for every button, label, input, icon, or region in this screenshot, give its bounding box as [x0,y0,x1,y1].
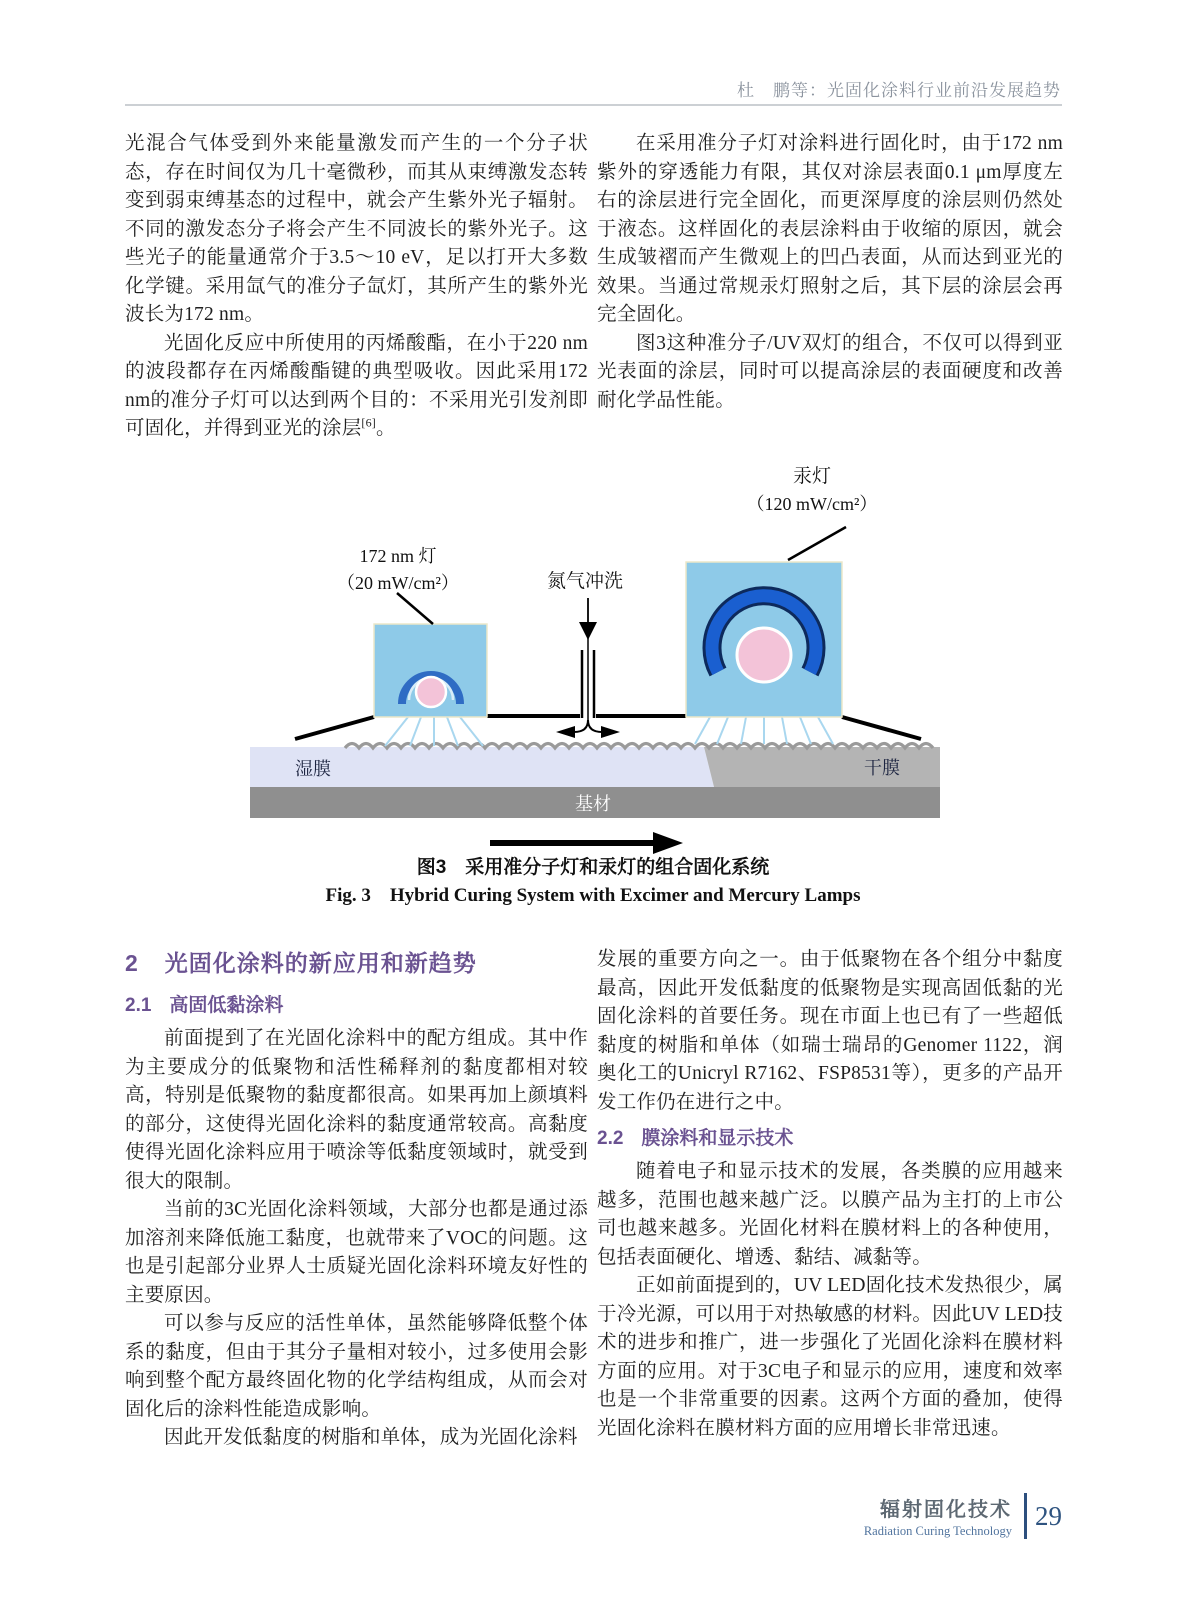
paragraph: 前面提到了在光固化涂料中的配方组成。其中作为主要成分的低聚物和活性稀释剂的黏度都相对较高，特别是低聚物的黏度都很高。如果再加上颜填料的部分，这使得光固化涂料的黏度通常较高。高黏度使得光固化涂料应用于喷涂等低黏度领域时，就受到很大的限制。 [125,1028,588,1192]
page-number: 29 [1035,1500,1062,1531]
journal-name-en: Radiation Curing Technology [863,1524,1012,1538]
citation-ref: [6] [361,415,376,430]
excimer-bulb [416,677,446,707]
excimer-power-label: （20 mW/cm²） [337,573,459,593]
paragraph: 因此开发低黏度的树脂和单体，成为光固化涂料 [164,1427,578,1448]
figure-3-diagram [225,450,965,860]
mercury-uv-rays [695,717,833,744]
paragraph: 图3这种准分子/UV双灯的组合，不仅可以得到亚光表面的涂层，同时可以提高涂层的表面硬度和改善耐化学品性能。 [597,332,1063,411]
subsection-number: 2.2 [597,1128,624,1149]
web-line-left [295,717,374,739]
paragraph: 光混合气体受到外来能量激发而产生的一个分子状态，存在时间仅为几十毫微秒，而其从束缚激发态转变到弱束缚基态的过程中，就会产生紫外光子辐射。不同的激发态分子将会产生不同波长的紫外光子。这些光子的能量通常介于3.5～10 eV，足以打开大多数化学键。采用氙气的准分子氙灯，其所产生的紫外光波长为172 nm。 [125,133,588,325]
section-title: 光固化涂料的新应用和新趋势 [164,950,477,976]
substrate-label: 基材 [575,794,611,814]
left-column-bottom [125,945,588,1453]
right-column-top [597,130,1063,415]
paragraph: 发展的重要方向之一。由于低聚物在各个组分中黏度最高，因此开发低黏度的低聚物是实现高固低黏的光固化涂料的首要任务。现在市面上也已有了一些超低黏度的树脂和单体（如瑞士瑞昂的Genomer 1122，润奥化工的Unicryl R7162、FSP8531等），更多的产品开发工作仍在进行之中。 [597,949,1063,1113]
nitrogen-purge-label: 氮气冲洗 [546,571,624,592]
paragraph: 正如前面提到的，UV LED固化技术发热很少，属于冷光源，可以用于对热敏感的材料。因此UV LED技术的进步和推广，进一步强化了光固化涂料在膜材料方面的应用。对于3C电子和显示的应用，速度和效率也是一个非常重要的因素。这两个方面的叠加，使得光固化涂料在膜材料方面的应用增长非常迅速。 [597,1275,1063,1439]
section-number: 2 [125,950,139,976]
mercury-pointer-line [788,527,846,560]
excimer-lamp-label: 172 nm 灯 [359,546,437,566]
header-divider [125,104,1062,106]
paragraph: 在采用准分子灯对涂料进行固化时，由于172 nm紫外的穿透能力有限，其仅对涂层表面0.1 μm厚度左右的涂层进行完全固化，而更深厚度的涂层则仍然处于液态。这样固化的表层涂料由于收缩的原因，就会生成皱褶而产生微观上的凹凸表面，从而达到亚光的效果。当通过常规汞灯照射之后，其下层的涂层会再完全固化。 [597,133,1063,325]
paragraph: 可以参与反应的活性单体，虽然能够降低整个体系的黏度，但由于其分子量相对较小，过多使用会影响到整个配方最终固化物的化学结构组成，从而会对固化后的涂料性能造成影响。 [125,1313,588,1420]
paragraph-text: 光固化反应中所使用的丙烯酸酯，在小于220 nm的波段都存在丙烯酸酯键的典型吸收。因此采用172 nm的准分子灯可以达到两个目的：不采用光引发剂即可固化，并得到亚光的涂层 [125,332,588,439]
running-title: 杜 鹏等：光固化涂料行业前沿发展趋势 [737,81,1061,100]
excimer-pointer-line [397,593,433,624]
web-direction-arrow [490,832,683,854]
footer-divider-bar [1024,1493,1027,1539]
section-2-heading [125,945,588,978]
subsection-number: 2.1 [125,995,152,1016]
left-column-top [125,130,588,444]
paragraph: 当前的3C光固化涂料领域，大部分也都是通过添加溶剂来降低施工黏度，也就带来了VOC的问题。这也是引起部分业界人士质疑光固化涂料环境友好性的主要原因。 [125,1199,588,1306]
web-line-right [842,717,921,739]
right-column-bottom [597,946,1063,1443]
figure-caption-en: Fig. 3 Hybrid Curing System with Excimer and Mercury Lamps [325,885,861,906]
mercury-power-label: （120 mW/cm²） [746,494,878,514]
dry-film-region [704,747,940,787]
journal-name [864,1493,1012,1539]
paragraph: 随着电子和显示技术的发展，各类膜的应用越来越多，范围也越来越广泛。以膜产品为主打的上市公司也越来越多。光固化材料在膜材料上的各种使用，包括表面硬化、增透、黏结、减黏等。 [597,1161,1063,1268]
mercury-lamp-label: 汞灯 [792,466,832,487]
journal-name-zh: 辐射固化技术 [880,1499,1012,1521]
page-footer [864,1493,1062,1539]
section-2-2-heading [597,1123,1063,1150]
mercury-bulb [737,628,791,682]
figure-caption-zh: 图3 采用准分子灯和汞灯的组合固化系统 [416,857,770,878]
subsection-title: 膜涂料和显示技术 [641,1128,794,1149]
wet-film-label: 湿膜 [295,759,331,779]
dry-film-label: 干膜 [864,758,900,778]
excimer-lamp [374,624,487,717]
section-2-1-heading [125,990,588,1017]
paragraph [125,330,588,444]
mercury-lamp [686,562,842,717]
subsection-title: 高固低黏涂料 [169,995,284,1016]
paragraph-text: 。 [376,418,396,439]
excimer-uv-rays [385,717,483,746]
